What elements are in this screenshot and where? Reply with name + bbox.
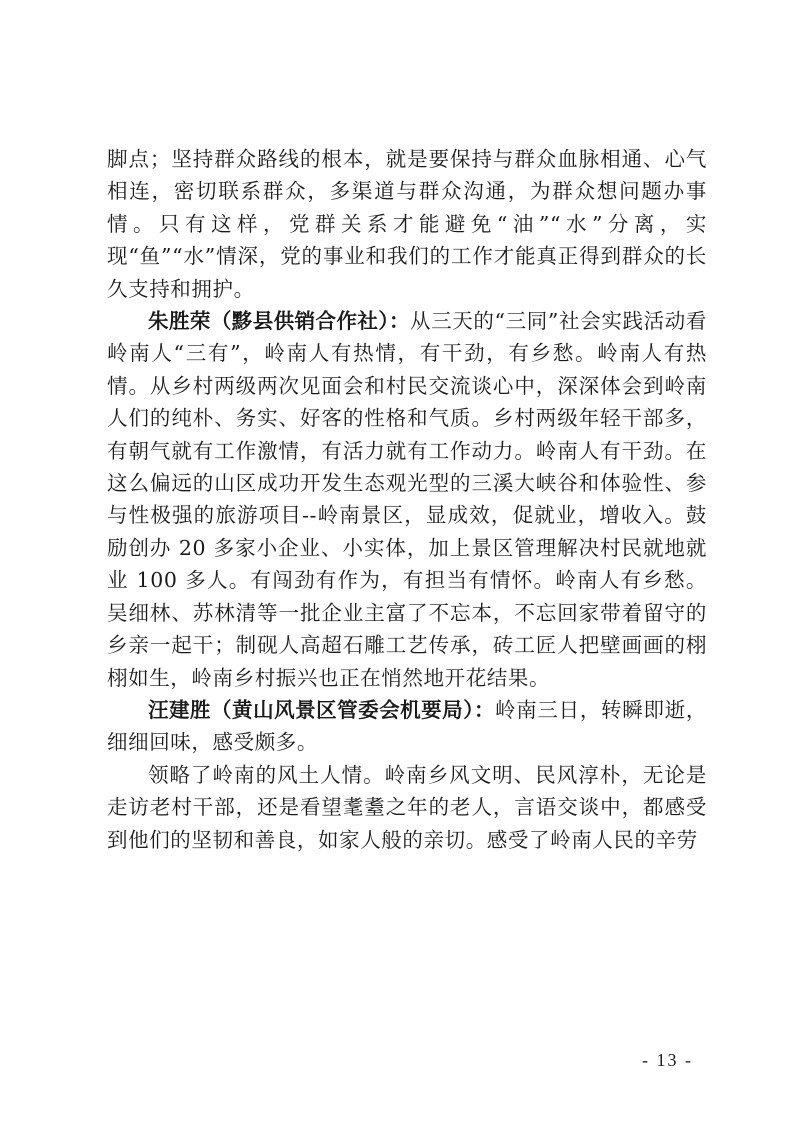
page-number: - 13 - bbox=[642, 1050, 693, 1070]
paragraph-1-text: 脚点；坚持群众路线的根本，就是要保持与群众血脉相通、心气相连，密切联系群众，多渠道与群众沟通，为群众想问题办事情。只有这样，党群关系才能避免“油”“水”分离，实现“鱼”“水”情深，党的事业和我们的工作才能真正得到群众的长久支持和拥护。 bbox=[107, 147, 707, 301]
paragraph-1 bbox=[107, 143, 707, 305]
paragraph-4-text: 领略了岭南的风土人情。岭南乡风文明、民风淳朴，无论是走访老村干部，还是看望耄耋之年的老人，言语交谈中，都感受到他们的坚韧和善良，如家人般的亲切。感受了岭南人民的辛劳 bbox=[107, 762, 707, 852]
speaker-name: 朱胜荣（黟县供销合作社）： bbox=[148, 309, 410, 334]
document-body bbox=[107, 143, 707, 856]
paragraph-2-text: 从三天的“三同”社会实践活动看岭南人“三有”，岭南人有热情，有干劲，有乡愁。岭南人有热情。从乡村两级两次见面会和村民交流谈心中，深深体会到岭南人们的纯朴、务实、好客的性格和气质。乡村两级年轻干部多，有朝气就有工作激情，有活力就有工作动力。岭南人有干劲。在这么偏远的山区成功开发生态观光型的三溪大峡谷和体验性、参与性极强的旅游项目--岭南景区，显成效，促就业，增收入。鼓励创办 20 多家小企业、小实体，加上景区管理解决村民就地就业 100 多人。有闯劲有作为，有担当有情怀。岭南人有乡愁。吴细林、苏林清等一批企业主富了不忘本，不忘回家带着留守的乡亲一起干；制砚人高超石雕工艺传承，砖工匠人把壁画画的栩栩如生，岭南乡村振兴也正在悄然地开花结果。 bbox=[107, 309, 707, 690]
paragraph-2 bbox=[107, 305, 707, 694]
paragraph-3 bbox=[107, 694, 707, 759]
speaker-name: 汪建胜（黄山风景区管委会机要局）： bbox=[148, 697, 495, 722]
paragraph-3-text: 岭南三日，转瞬即逝，细细回味，感受颇多。 bbox=[107, 697, 708, 755]
paragraph-4 bbox=[107, 759, 707, 856]
